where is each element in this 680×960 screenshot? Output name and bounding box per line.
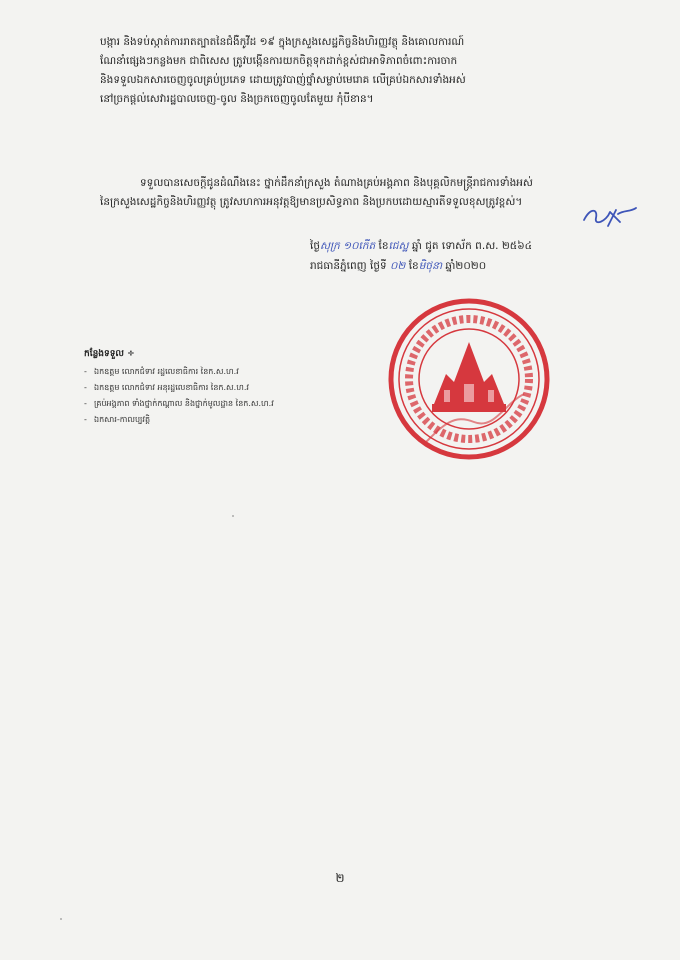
cc-recipients xyxy=(84,348,384,428)
lunar-date-line xyxy=(310,236,650,256)
body-paragraph-2 xyxy=(100,174,620,212)
place-prefix: រាជធានីភ្នំពេញ ថ្ងៃទី xyxy=(310,260,390,272)
initials-signature xyxy=(580,200,640,230)
scan-speck xyxy=(232,515,234,517)
cc-item-text: ឯកឧត្តម លោកជំទាវ រដ្ឋលេខាធិការ នៃក.ស.ហ.វ xyxy=(94,367,239,376)
cc-item: - ឯកឧត្តម លោកជំទាវ រដ្ឋលេខាធិការ នៃក.ស.ហ.វ xyxy=(84,367,239,376)
handwritten-lunar-month: ជេស្ឋ xyxy=(388,240,409,252)
paragraph-line: នៅច្រកផ្តល់សេវារដ្ឋបាលចេញ-ចូល និងច្រកចេញចូលតែមួយ កុំបីខាន។ xyxy=(100,93,374,105)
paragraph-line: ទទួលបានសេចក្តីជូនដំណឹងនេះ ថ្នាក់ដឹកនាំក្រសួង តំណាងគ្រប់អង្គភាព និងបុគ្គលិកមន្ត្រីរាជការទាំងអស់ xyxy=(140,177,533,189)
paragraph-line: បង្ការ និងទប់ស្កាត់ការរាតត្បាតនៃជំងឺកូវីដ ១៩ ក្នុងក្រសួងសេដ្ឋកិច្ចនិងហិរញ្ញវត្ថុ និងគោលការណ៍ xyxy=(100,36,465,48)
official-seal xyxy=(384,294,554,464)
cc-item: - គ្រប់អង្គភាព ទាំងថ្នាក់កណ្តាល និងថ្នាក់មូលដ្ឋាន នៃក.ស.ហ.វ xyxy=(84,399,274,408)
solar-date-line xyxy=(310,256,650,276)
date-mid: ខែ xyxy=(375,240,389,252)
cc-item-text: ឯកឧត្តម លោកជំទាវ អនុរដ្ឋលេខាធិការ នៃក.ស.ហ.វ xyxy=(94,383,249,392)
page-number: ២ xyxy=(335,871,345,885)
paragraph-line: ណែនាំផ្សេងៗកន្លងមក ជាពិសេស ត្រូវបង្កើនការយកចិត្តទុកដាក់ខ្ពស់ជាអាទិភាពចំពោះការចាក xyxy=(100,55,458,67)
year-suffix: ឆ្នាំ២០២០ xyxy=(442,260,487,272)
handwritten-month: មិថុនា xyxy=(418,260,443,272)
cc-item: - ឯកសារ-កាលប្បវត្តិ xyxy=(84,415,151,424)
paragraph-line: នៃក្រសួងសេដ្ឋកិច្ចនិងហិរញ្ញវត្ថុ ត្រូវសហការអនុវត្តឱ្យមានប្រសិទ្ធភាព និងប្រកបដោយស្មារតីទទួលខុសត្រូវខ្ពស់។ xyxy=(100,196,523,208)
date-suffix: ឆ្នាំ ជូត ទោស័ក ព.ស. ២៥៦៤ xyxy=(408,240,533,252)
scan-speck xyxy=(60,918,62,920)
handwritten-lunar-day: សុក្រ ១០កើត xyxy=(320,240,376,252)
date-prefix: ថ្ងៃ xyxy=(310,240,320,252)
cc-item: - ឯកឧត្តម លោកជំទាវ អនុរដ្ឋលេខាធិការ នៃក.ស.ហ.វ xyxy=(84,383,249,392)
cc-item-text: គ្រប់អង្គភាព ទាំងថ្នាក់កណ្តាល និងថ្នាក់មូលដ្ឋាន នៃក.ស.ហ.វ xyxy=(94,399,274,408)
paragraph-line: និងទទួលឯកសារចេញចូលគ្រប់ប្រភេទ ដោយត្រូវបាញ់ថ្នាំសម្លាប់មេរោគ លើគ្រប់ឯកសារទាំងអស់ xyxy=(100,74,466,86)
cc-title: កន្លែងទទួល ÷ xyxy=(84,349,135,359)
date-mid-2: ខែ xyxy=(405,260,419,272)
date-block xyxy=(310,236,650,276)
cc-item-text: ឯកសារ-កាលប្បវត្តិ xyxy=(94,415,151,424)
body-paragraph-1 xyxy=(100,33,620,109)
handwritten-day: ០២ xyxy=(390,260,406,272)
